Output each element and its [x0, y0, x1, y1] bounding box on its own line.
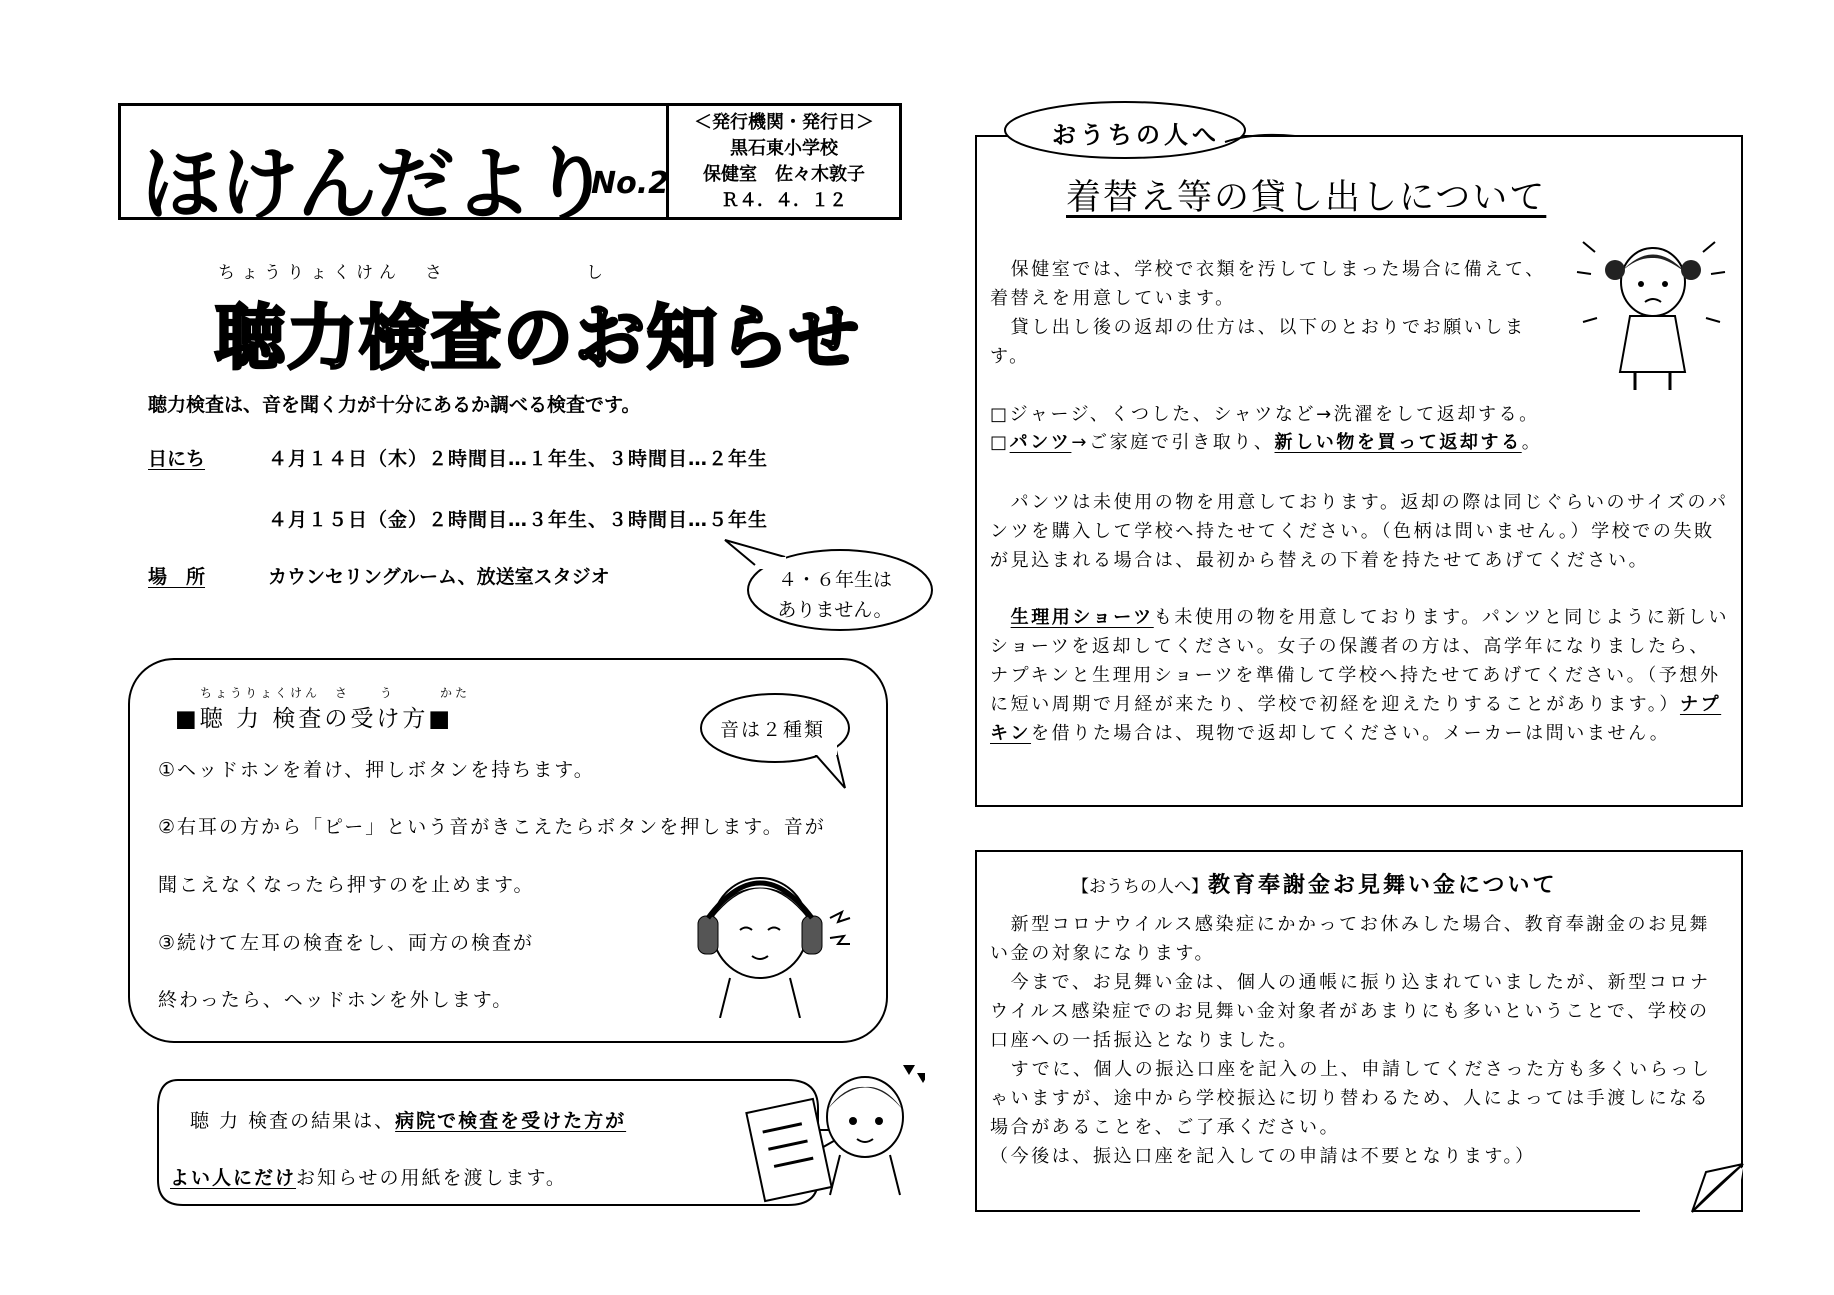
p4-text-a: も未使用の物を用意しております。パンツと同じように新しいショーツを返却してください。女子の保護者の方は、高学年になりましたら、ナプキンと生理用ショーツを準備して学校へ持たせてあげてください。（予想外に短い周期で月経が来たり、学校で初経を迎えたりすることがあります。） — [990, 607, 1730, 715]
hearing-title: 聴力検査のお知らせ — [215, 297, 861, 379]
result-line-1-plain: 聴 力 検査の結果は、 — [190, 1110, 396, 1132]
newsletter-header — [118, 103, 902, 231]
issue-date: Ｒ４．４．１２ — [721, 190, 847, 211]
corona-p4: （今後は、振込口座を記入しての申請は不要となります。） — [990, 1146, 1536, 1167]
result-line-2-plain: お知らせの用紙を渡します。 — [296, 1167, 567, 1189]
item-2-pants: パンツ — [1009, 432, 1072, 453]
lending-item-1: □ジャージ、くつした、シャツなど→洗濯をして返却する。 — [990, 404, 1540, 425]
office-name: 保健室 佐々木敦子 — [703, 164, 865, 185]
lending-p1: 保健室では、学校で衣類を汚してしまった場合に備えて、着替えを用意しています。 — [990, 259, 1546, 309]
corona-p1: 新型コロナウイルス感染症にかかってお休みした場合、教育奉謝金のお見舞い金の対象になります。 — [990, 914, 1710, 964]
place-value: カウンセリングルーム、放送室スタジオ — [268, 566, 610, 588]
p4-napkin: ナプキン — [990, 694, 1722, 744]
how-to-ruby: ちょうりょくけん さ う かた — [200, 686, 471, 700]
corona-p2: 今まで、お見舞い金は、個人の通帳に振り込まれていましたが、新型コロナウイルス感染症でのお見舞い金対象者があまりにも多いということで、学校の口座への一括振込となりました。 — [990, 972, 1711, 1051]
date-line-1: ４月１４日（木）２時間目…１年生、３時間目…２年生 — [268, 448, 769, 470]
how-to-bubble-shape — [695, 688, 875, 798]
date-label: 日にち — [148, 448, 206, 470]
hearing-intro: 聴力検査は、音を聞く力が十分にあるか調べる検査です。 — [148, 394, 641, 416]
publisher-label: ＜発行機関・発行日＞ — [694, 112, 874, 133]
worried-girl-icon — [1575, 232, 1730, 392]
headphone-girl-icon — [680, 858, 860, 1018]
corona-title-small: 【おうちの人へ】 — [1072, 877, 1208, 897]
lending-title: 着替え等の貸し出しについて — [1066, 178, 1547, 218]
how-to-bubble-text: 音は２種類 — [720, 719, 826, 741]
item-2-end: 。 — [1521, 432, 1543, 453]
school-name: 黒石東小学校 — [730, 138, 838, 159]
result-line-1 — [190, 1106, 626, 1133]
corona-p3: すでに、個人の振込口座を記入の上、申請してくださった方も多くいらっしゃいますが、途中から学校振込に切り替わるため、人によっては手渡しになる場合があることを、ご了承ください。 — [990, 1059, 1712, 1138]
boy-with-notice-icon — [745, 1055, 925, 1205]
place-label: 場 所 — [148, 566, 206, 588]
corona-title — [1072, 868, 1558, 899]
date-line-2: ４月１５日（金）２時間目…３年生、３時間目…５年生 — [268, 509, 769, 531]
result-line-2-bold: よい人にだけ — [170, 1167, 297, 1189]
result-line-1-bold: 病院で検査を受けた方が — [395, 1110, 627, 1132]
issue-number: No.2 — [591, 166, 669, 201]
hearing-title-ruby: ちょうりょくけん さ し — [218, 263, 609, 283]
item-2-middle: →ご家庭で引き取り、 — [1071, 432, 1275, 453]
newsletter-title: ほけんだより — [141, 138, 609, 231]
lending-p3: パンツは未使用の物を用意しております。返却の際は同じぐらいのサイズのパンツを購入して学校へ持たせてください。（色柄は問いません。）学校での失敗が見込まれる場合は、最初から替えの下着を持たせてあげてください。 — [990, 492, 1729, 571]
step-3a: ③続けて左耳の検査をし、両方の検査が — [158, 932, 535, 954]
step-1: ①ヘッドホンを着け、押しボタンを持ちます。 — [158, 759, 595, 781]
p4-shorts: 生理用ショーツ — [1010, 607, 1154, 628]
publisher-info — [666, 106, 899, 217]
result-line-2 — [170, 1163, 567, 1190]
step-3b: 終わったら、ヘッドホンを外します。 — [158, 989, 514, 1011]
lending-p4 — [990, 603, 1730, 748]
item-2-buy-new: 新しい物を買って返却する — [1274, 432, 1522, 453]
step-2b: 聞こえなくなったら押すのを止めます。 — [158, 874, 535, 896]
lending-p2: 貸し出し後の返却の仕方は、以下のとおりでお願いします。 — [990, 317, 1526, 367]
step-2a: ②右耳の方から「ピー」という音がきこえたらボタンを押します。音が — [158, 816, 826, 838]
p4-text-b: を借りた場合は、現物で返却してください。メーカーは問いません。 — [1031, 723, 1671, 744]
how-to-title: ■聴 力 検査の受け方■ — [175, 706, 454, 732]
note-bubble-text: ４・６年生は ありません。 — [777, 569, 893, 621]
lending-tab: おうちの人へ — [1052, 121, 1220, 149]
item-2-box: □ — [990, 432, 1010, 453]
lending-item-2 — [990, 428, 1730, 457]
corona-title-main: 教育奉謝金お見舞い金について — [1208, 873, 1558, 898]
